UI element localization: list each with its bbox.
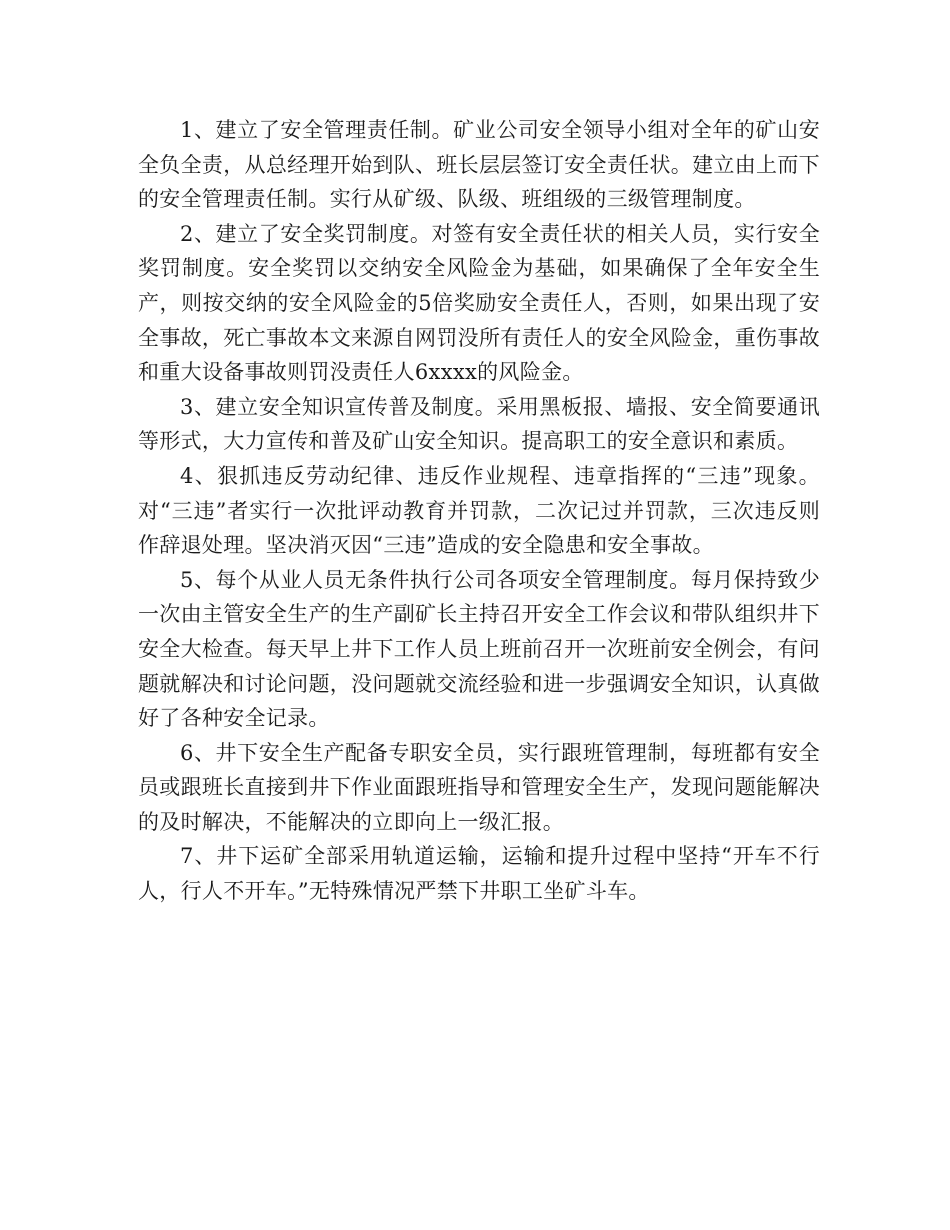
paragraph-2: 2、建立了安全奖罚制度。对签有安全责任状的相关人员，实行安全奖罚制度。安全奖罚以交纳安全风险金为基础，如果确保了全年安全生产，则按交纳的安全风险金的5倍奖励安全责任人，否则，如果出现了安全事故，死亡事故本文来源自网罚没所有责任人的安全风险金，重伤事故和重大设备事故则罚没责任人6xxxx的风险金。 bbox=[138, 221, 820, 385]
paragraph-7: 7、井下运矿全部采用轨道运输，运输和提升过程中坚持“开车不行人，行人不开车。”无特殊情况严禁下井职工坐矿斗车。 bbox=[138, 844, 820, 904]
paragraph-1: 1、建立了安全管理责任制。矿业公司安全领导小组对全年的矿山安全负全责，从总经理开始到队、班长层层签订安全责任状。建立由上而下的安全管理责任制。实行从矿级、队级、班组级的三级管理制度。 bbox=[138, 118, 820, 212]
paragraph-5: 5、每个从业人员无条件执行公司各项安全管理制度。每月保持致少一次由主管安全生产的生产副矿长主持召开安全工作会议和带队组织井下安全大检查。每天早上井下工作人员上班前召开一次班前安全例会，有问题就解决和讨论问题，没问题就交流经验和进一步强调安全知识，认真做好了各种安全记录。 bbox=[138, 567, 820, 731]
document-body bbox=[138, 113, 820, 909]
paragraph-4: 4、狠抓违反劳动纪律、违反作业规程、违章指挥的“三违”现象。对“三违”者实行一次批评动教育并罚款，二次记过并罚款，三次违反则作辞退处理。坚决消灭因“三违”造成的安全隐患和安全事故。 bbox=[138, 463, 820, 558]
paragraph-6: 6、井下安全生产配备专职安全员，实行跟班管理制，每班都有安全员或跟班长直接到井下作业面跟班指导和管理安全生产，发现问题能解决的及时解决，不能解决的立即向上一级汇报。 bbox=[138, 740, 820, 834]
paragraph-3: 3、建立安全知识宣传普及制度。采用黑板报、墙报、安全简要通讯等形式，大力宣传和普及矿山安全知识。提高职工的安全意识和素质。 bbox=[138, 394, 820, 454]
